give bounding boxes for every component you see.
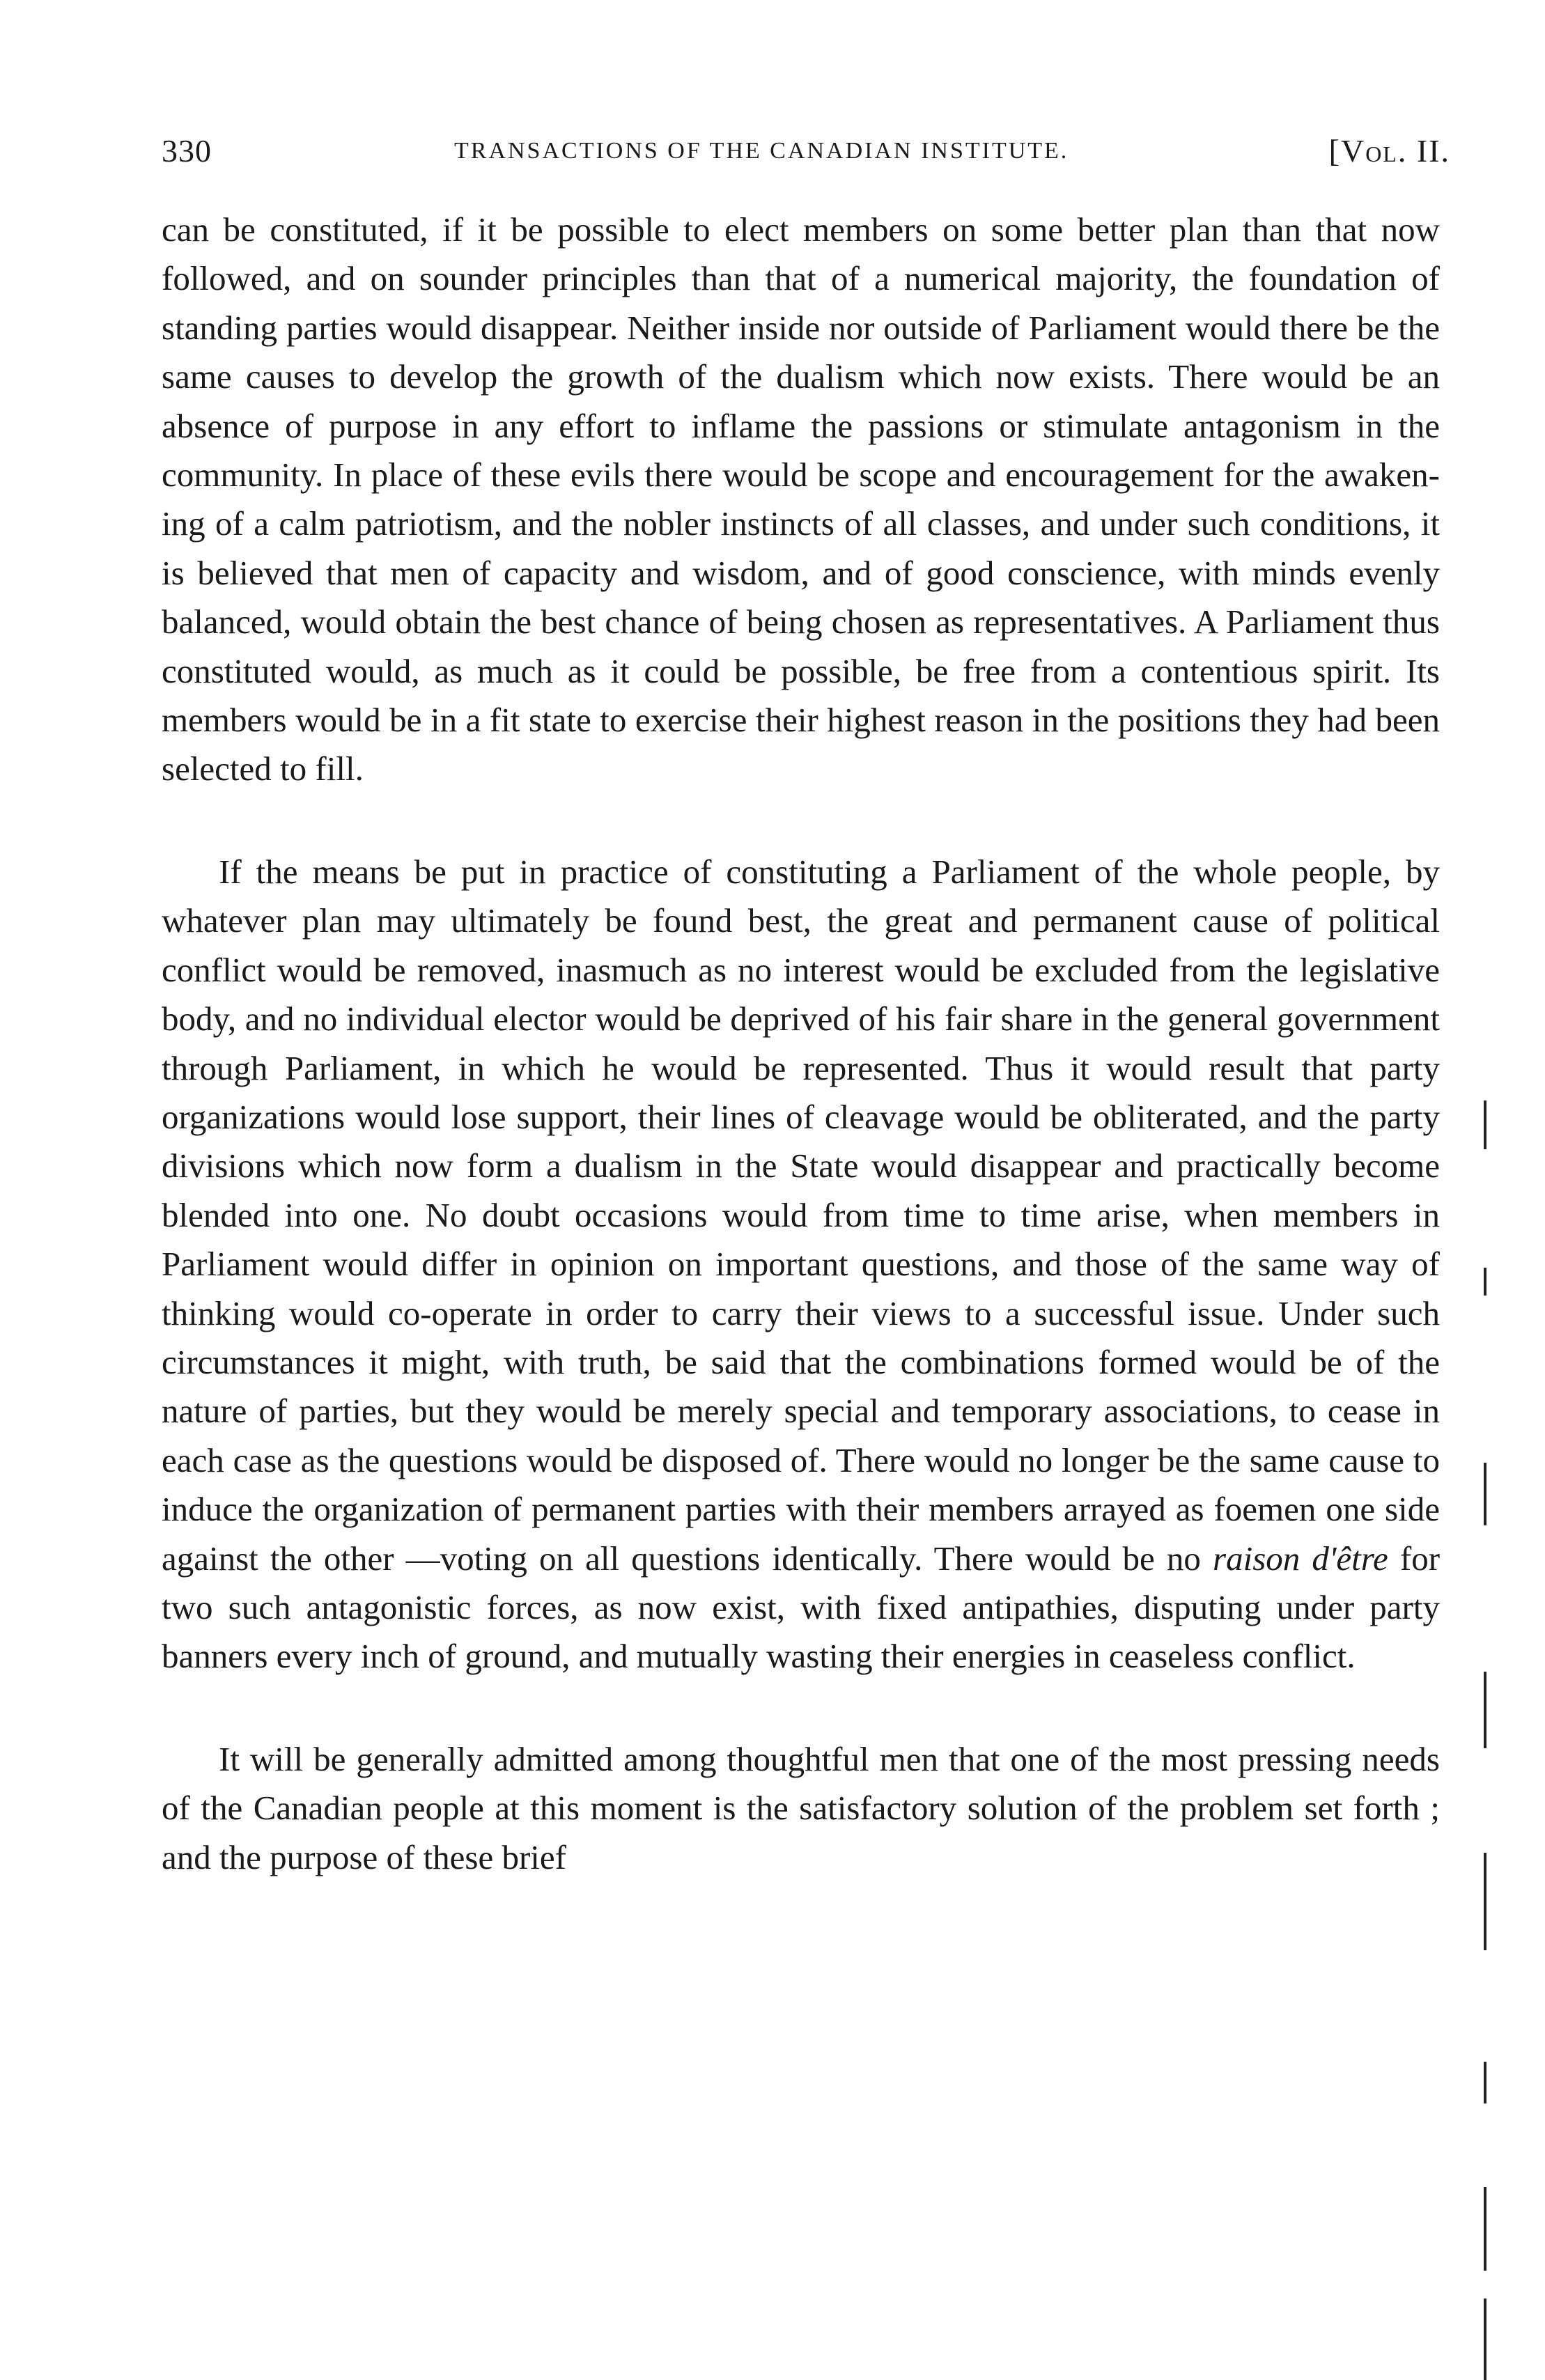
paragraph-1-text: can be constituted, if it be possible to elect members on some better plan than that now followed, and on sounder principles than that of a numerical majority, the foundation of standing parties would disappear. Neither inside nor outside of Parliament would there be the same causes to develop the growth of the dualism which now exists. There would be an absence of purpose in any effort to inflame the passions or stimulate antagonism in the community. In place of these evils there would be scope and encouragement for the awakening of a calm patriotism, and the nobler instincts of all classes, and under such conditions, it is believed that men of capacity and wisdom, and of good conscience, with minds evenly balanced, would obtain the best chance of being chosen as representatives. A Parliament thus constituted would, as much as it could be possible, be free from a contentious spirit. Its members would be in a fit state to exercise their highest reason in the positions they had been selected to fill. (162, 210, 1440, 788)
paragraph-2-text-after: for two such antagonistic forces, as now exist, with fixed antipathies, disputing under party banners every inch of ground, and mutually wasting their energies in ceaseless conflict. (162, 1539, 1441, 1676)
scan-mark (1484, 2299, 1486, 2380)
scan-margin-marks (1484, 975, 1512, 2380)
paragraph-2-text-before: If the means be put in practice of constituting a Parliament of the whole people, by whatever plan may ultimately be found best, the great and permanent cause of political conflict would be removed, inasmuch as no interest would be excluded from the legislative body, and no individual elector would be deprived of his fair share in the general government through Parliament, in which he would be represented. Thus it would result that party organizations would lose support, their lines of cleavage would be obliterated, and the party divisions which now form a dualism in the State would disappear and practically become blended into one. No doubt occasions would from time to time arise, when members in Parliament would differ in opinion on important questions, and those of the same way of thinking would co-operate in order to carry their views to a successful issue. Under such circumstances it might, with truth, be said that the combinations formed would be of the nature of parties, but they would be merely special and temporary associations, to cease in each case as the questions would be disposed of. There would no longer be the same cause to induce the organization of permanent parties with their members arrayed as foemen one side against the other —voting on all questions identically. There would be no (162, 852, 1440, 1578)
page-number: 330 (162, 133, 212, 169)
running-header (162, 132, 1450, 181)
scan-mark (1484, 1853, 1486, 1950)
paragraph-3 (162, 1735, 1440, 1882)
body-text (162, 205, 1440, 1882)
running-title: TRANSACTIONS OF THE CANADIAN INSTITUTE. (454, 138, 1069, 164)
scan-mark (1484, 1268, 1486, 1296)
paragraph-1 (162, 205, 1440, 794)
scan-mark (1484, 2062, 1486, 2103)
scan-mark (1484, 1463, 1486, 1525)
paragraph-2-italic-phrase: raison d'être (1213, 1539, 1388, 1578)
scan-mark (1484, 1672, 1486, 1748)
paragraph-3-text: It will be generally admitted among thoughtful men that one of the most pressing needs of the Canadian people at this moment is the satisfactory solution of the problem set forth ; and the purpose of these brief (162, 1739, 1440, 1876)
scan-mark (1484, 1100, 1486, 1149)
volume-label: [Vol. II. (1328, 133, 1450, 169)
scan-mark (1484, 2187, 1486, 2271)
paragraph-2 (162, 848, 1440, 1681)
